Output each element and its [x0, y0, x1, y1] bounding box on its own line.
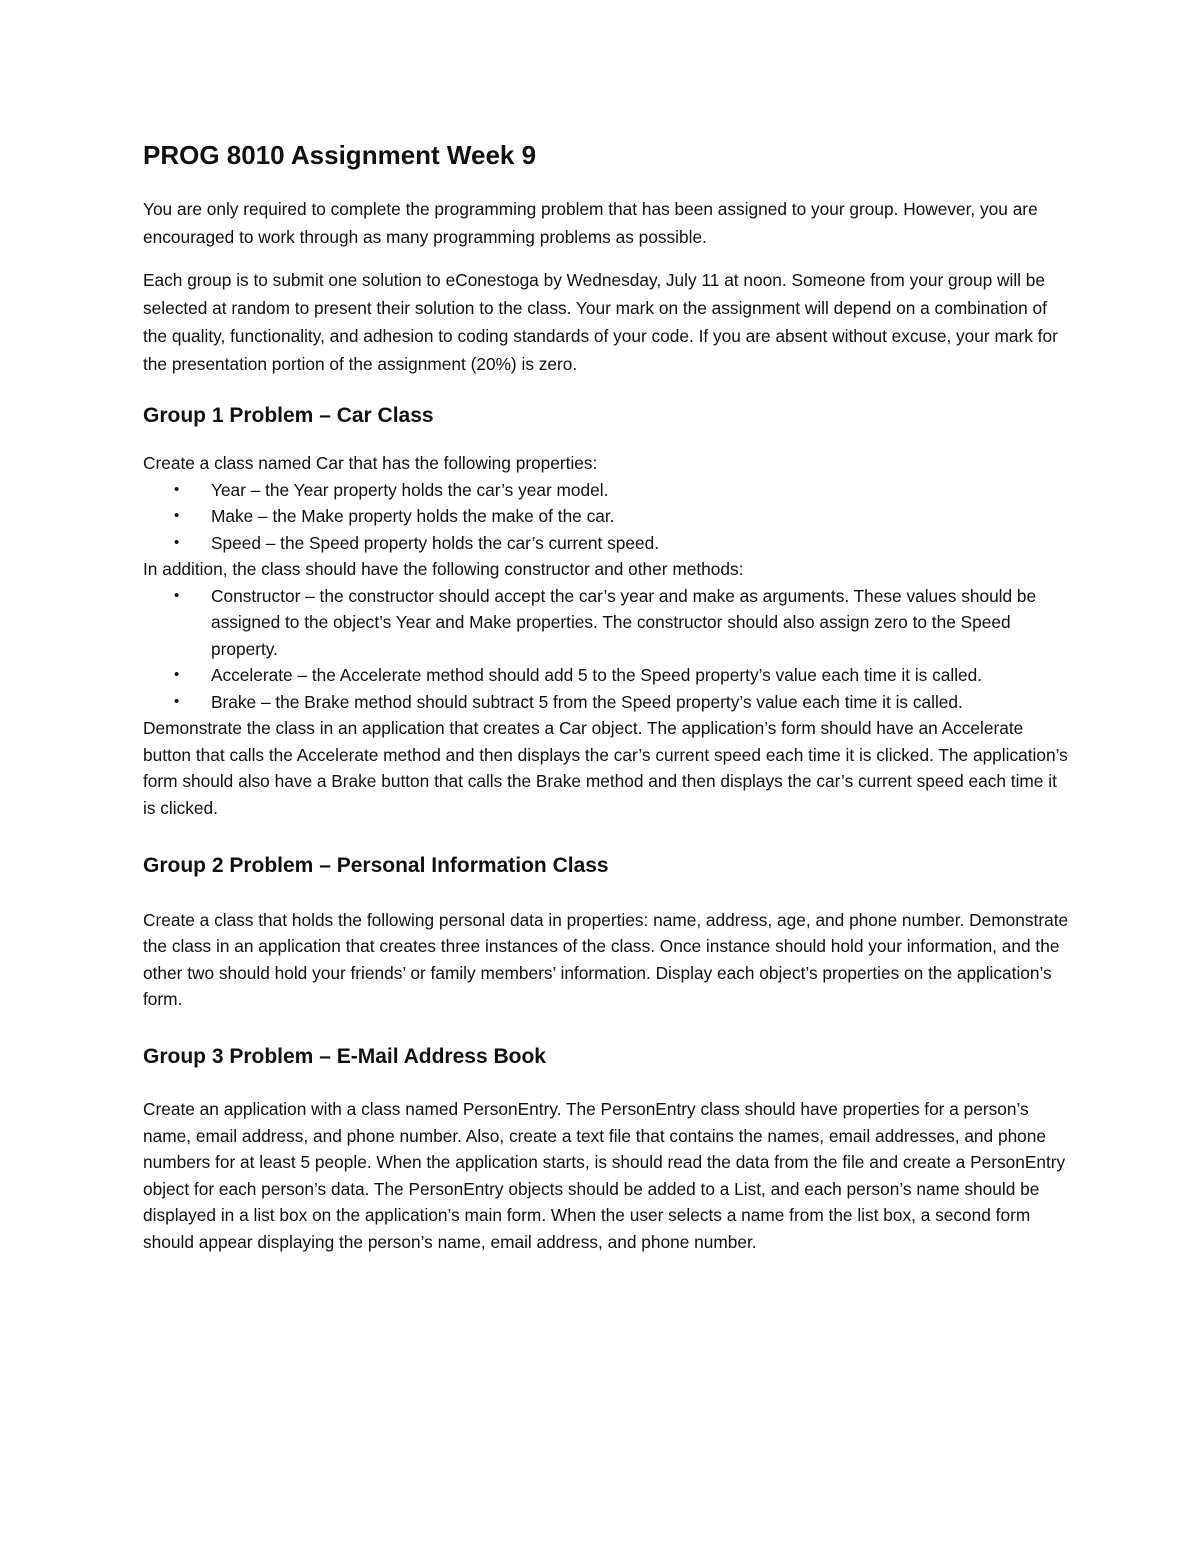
bullet-icon: •	[174, 533, 180, 551]
group2-heading: Group 2 Problem – Personal Information Class	[143, 854, 609, 878]
group2-body: Create a class that holds the following personal data in properties: name, address, age, and phone number. Demonstrate the class in an application that creates three instances of the class. Once instance should hold your information, and the other two should hold your friends’ or family members’ information. Display each object’s properties on the application’s form.	[143, 909, 1069, 1010]
intro-paragraph-2: Each group is to submit one solution to eConestoga by Wednesday, July 11 at noon. Someone from your group will be selected at random to present their solution to the class. Your mark on the assignment will depend on a combination of the quality, functionality, and adhesion to coding standards of your code. If you are absent without excuse, your mark for the presentation portion of the assignment (20%) is zero.	[143, 270, 1058, 375]
document-page	[143, 140, 1073, 1270]
group1-properties-list	[143, 477, 1073, 557]
list-item-text: Constructor – the constructor should accept the car’s year and make as arguments. These values should be assigned to the object’s Year and Make properties. The constructor should also assign zero to the Speed property.	[211, 585, 1037, 659]
group3-heading: Group 3 Problem – E-Mail Address Book	[143, 1044, 546, 1068]
list-item-text: Year – the Year property holds the car’s year model.	[211, 479, 609, 500]
list-item	[174, 583, 1073, 663]
list-item-text: Accelerate – the Accelerate method should add 5 to the Speed property’s value each time it is called.	[211, 665, 983, 686]
bullet-icon: •	[174, 507, 180, 525]
group1-heading: Group 1 Problem – Car Class	[143, 404, 434, 428]
bullet-icon: •	[174, 480, 180, 498]
group1-properties-intro: Create a class named Car that has the following properties:	[143, 453, 598, 474]
list-item-text: Brake – the Brake method should subtract 5 from the Speed property’s value each time it is called.	[211, 691, 963, 712]
list-item-text: Speed – the Speed property holds the car’s current speed.	[211, 532, 660, 553]
page-title: PROG 8010 Assignment Week 9	[143, 140, 537, 170]
list-item-text: Make – the Make property holds the make of the car.	[211, 506, 615, 527]
intro-paragraph-1: You are only required to complete the programming problem that has been assigned to your group. However, you are encouraged to work through as many programming problems as possible.	[143, 199, 1038, 248]
group3-body: Create an application with a class named PersonEntry. The PersonEntry class should have properties for a person’s name, email address, and phone number. Also, create a text file that contains the names, email addresses, and phone numbers for at least 5 people. When the application starts, is should read the data from the file and create a PersonEntry object for each person’s data. The PersonEntry objects should be added to a List, and each person’s name should be displayed in a list box on the application’s main form. When the user selects a name from the list box, a second form should appear displaying the person’s name, email address, and phone number.	[143, 1099, 1066, 1252]
bullet-icon: •	[174, 666, 180, 684]
group1-demo-paragraph: Demonstrate the class in an application that creates a Car object. The application’s form should have an Accelerate button that calls the Accelerate method and then displays the car’s current speed each time it is clicked. The application’s form should also have a Brake button that calls the Brake method and then displays the car’s current speed each time it is clicked.	[143, 718, 1068, 818]
list-item	[174, 689, 1073, 716]
group1-methods-list	[143, 583, 1073, 716]
bullet-icon: •	[174, 586, 180, 604]
list-item	[174, 662, 1073, 689]
group1-methods-intro: In addition, the class should have the following constructor and other methods:	[143, 559, 744, 580]
bullet-icon: •	[174, 692, 180, 710]
list-item	[174, 503, 1073, 530]
list-item	[174, 477, 1073, 504]
list-item	[174, 530, 1073, 557]
